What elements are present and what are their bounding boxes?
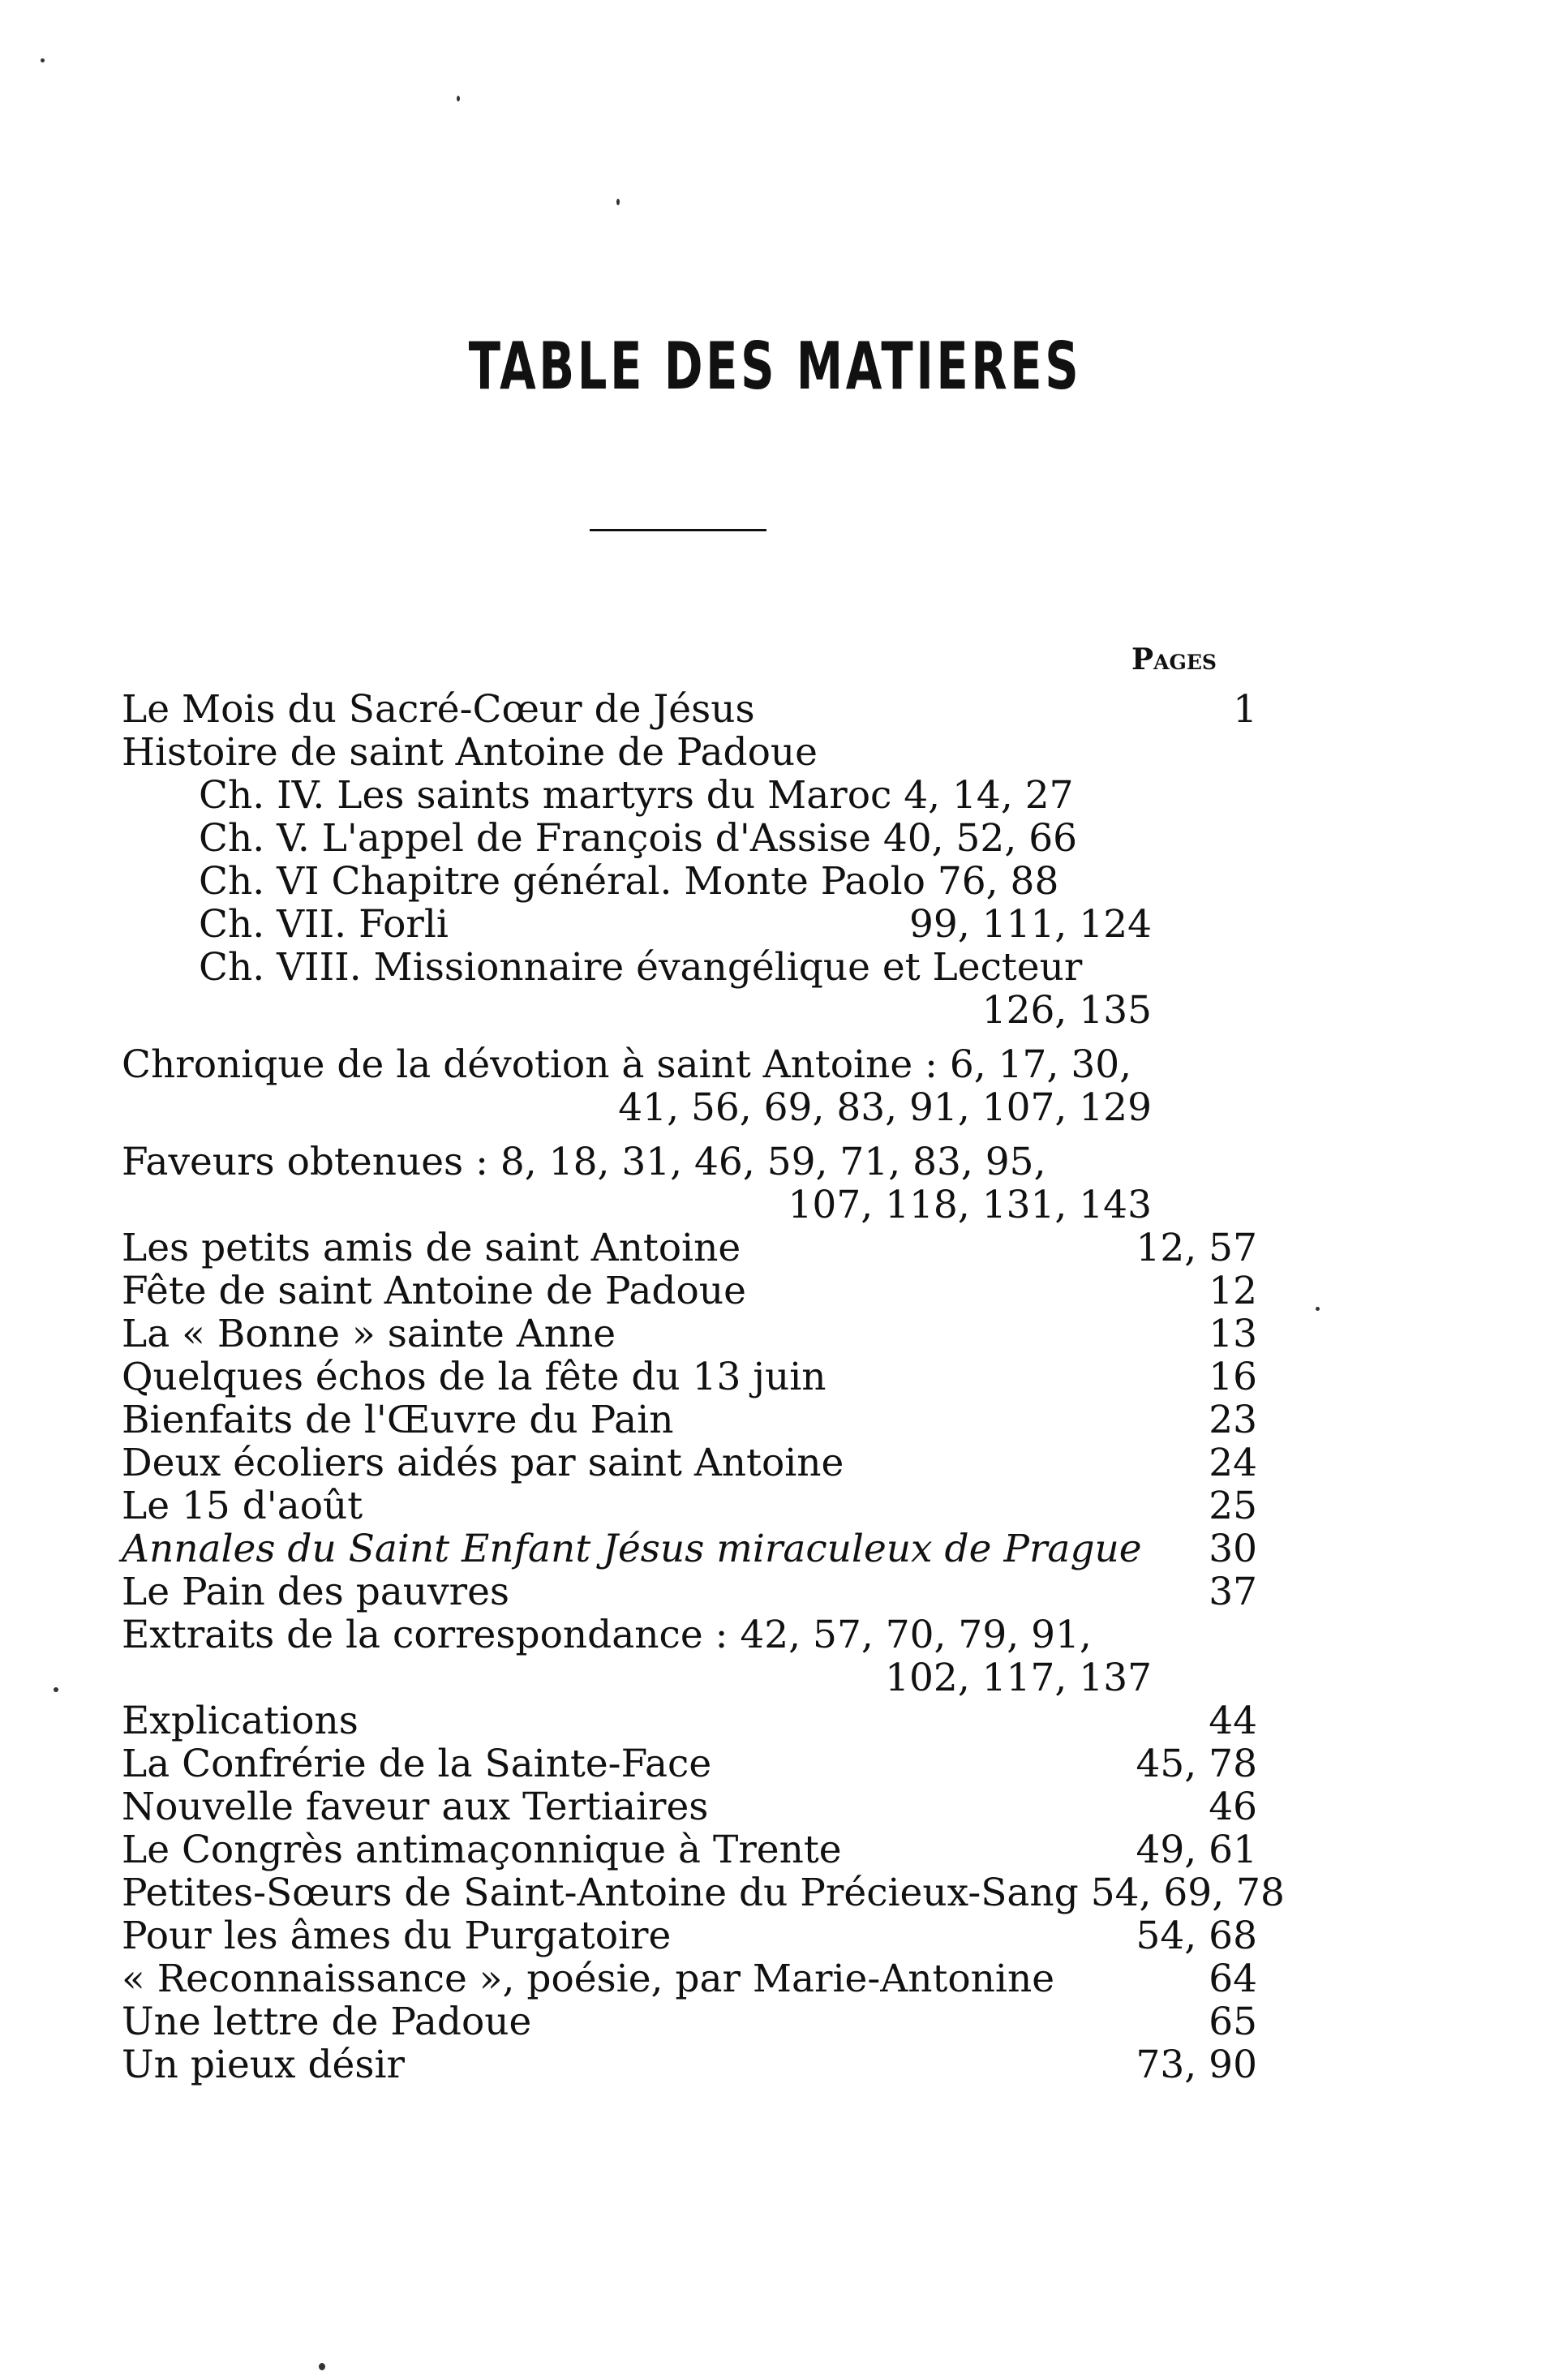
entry-pages: 16	[1209, 1355, 1257, 1399]
scan-speck	[616, 199, 620, 205]
toc-entry	[122, 688, 1257, 731]
entry-pages: 37	[1209, 1570, 1257, 1614]
toc-entry	[122, 1043, 1257, 1086]
entry-title: Le Mois du Sacré-Cœur de Jésus	[122, 687, 755, 732]
toc-entry	[122, 1527, 1257, 1570]
entry-title: Extraits de la correspondance : 42, 57, 70, 79, 91,	[122, 1613, 1092, 1657]
toc-entry	[122, 1441, 1257, 1484]
toc-entry	[122, 903, 1257, 946]
entry-title: Ch. VII. Forli	[199, 902, 449, 947]
toc-entry	[122, 1914, 1257, 1957]
entry-pages: 23	[1209, 1398, 1257, 1442]
toc-entry	[122, 1312, 1257, 1355]
toc-entry	[122, 1613, 1257, 1656]
toc-entry	[122, 1742, 1257, 1785]
entry-title: Ch. V. L'appel de François d'Assise 40, 52, 66	[199, 816, 1078, 861]
entry-title: Histoire de saint Antoine de Padoue	[122, 730, 818, 775]
entry-pages: 54, 68	[1136, 1914, 1257, 1958]
toc-entry	[122, 774, 1257, 817]
entry-pages: 102, 117, 137	[885, 1656, 1152, 1700]
entry-pages: 46	[1209, 1785, 1257, 1829]
scan-speck	[319, 2363, 325, 2370]
entry-pages: 41, 56, 69, 83, 91, 107, 129	[618, 1085, 1152, 1130]
entry-title: Les petits amis de saint Antoine	[122, 1226, 741, 1270]
entry-pages: 107, 118, 131, 143	[788, 1183, 1152, 1227]
toc-entry	[122, 1269, 1257, 1312]
entry-pages: 12	[1209, 1269, 1257, 1313]
toc-entry	[122, 731, 1257, 774]
scan-speck	[54, 1687, 58, 1692]
entry-title: Quelques échos de la fête du 13 juin	[122, 1355, 827, 1399]
toc-entry	[122, 1699, 1257, 1742]
entry-title: Le Pain des pauvres	[122, 1570, 510, 1614]
scan-speck	[41, 58, 45, 62]
entry-pages: 25	[1209, 1484, 1257, 1528]
entry-title: Le 15 d'août	[122, 1484, 363, 1528]
page-title: TABLE DES MATIERES	[468, 329, 1082, 404]
entry-title: Un pieux désir	[122, 2043, 405, 2087]
title-rule	[590, 529, 766, 531]
toc-entry	[122, 1656, 1257, 1699]
toc-entry	[122, 1398, 1257, 1441]
entry-title: Fête de saint Antoine de Padoue	[122, 1269, 746, 1313]
entry-pages: 24	[1209, 1441, 1257, 1485]
entry-title: Bienfaits de l'Œuvre du Pain	[122, 1398, 674, 1442]
toc-entry	[122, 2000, 1257, 2043]
entry-pages: 44	[1209, 1699, 1257, 1743]
toc-entry	[122, 1957, 1257, 2000]
toc-entry	[122, 989, 1257, 1032]
entry-pages: 126, 135	[981, 988, 1152, 1033]
entry-pages: 65	[1209, 2000, 1257, 2044]
entry-title: Explications	[122, 1699, 359, 1743]
toc-entry	[122, 1355, 1257, 1398]
entry-pages: 12, 57	[1136, 1226, 1257, 1270]
entry-title: Pour les âmes du Purgatoire	[122, 1914, 672, 1958]
toc-entry	[122, 1227, 1257, 1269]
toc-entry	[122, 1484, 1257, 1527]
entry-title: Chronique de la dévotion à saint Antoine : 6, 17, 30,	[122, 1042, 1132, 1087]
entry-title: Annales du Saint Enfant Jésus miraculeux de Prague	[122, 1527, 1142, 1571]
entry-title: La Confrérie de la Sainte-Face	[122, 1742, 712, 1786]
entry-pages: 45, 78	[1136, 1742, 1257, 1786]
entry-title: Une lettre de Padoue	[122, 2000, 532, 2044]
toc-entry	[122, 1828, 1257, 1871]
entry-pages: 30	[1209, 1527, 1257, 1571]
entry-pages: 73, 90	[1136, 2043, 1257, 2087]
scan-speck	[457, 96, 460, 101]
toc-entry	[122, 1871, 1285, 1915]
toc-entry	[122, 1086, 1257, 1129]
entry-title: « Reconnaissance », poésie, par Marie-Antonine	[122, 1957, 1055, 2001]
entry-pages: 13	[1209, 1312, 1257, 1356]
entry-title: La « Bonne » sainte Anne	[122, 1312, 616, 1356]
toc-entry	[122, 1785, 1257, 1828]
entry-title: Ch. VI Chapitre général. Monte Paolo 76, 88	[199, 859, 1059, 904]
entry-title: Petites-Sœurs de Saint-Antoine du Précieux-Sang 54, 69, 78	[122, 1871, 1285, 1915]
table-of-contents	[122, 687, 1285, 2087]
entry-pages: 49, 61	[1136, 1828, 1257, 1872]
toc-entry	[122, 817, 1257, 860]
toc-entry	[122, 860, 1257, 903]
toc-entry	[122, 1184, 1257, 1227]
entry-pages: 1	[1233, 687, 1257, 732]
entry-title: Ch. IV. Les saints martyrs du Maroc 4, 14, 27	[199, 773, 1074, 818]
scan-speck	[1316, 1307, 1320, 1311]
entry-title: Deux écoliers aidés par saint Antoine	[122, 1441, 844, 1485]
entry-title: Ch. VIII. Missionnaire évangélique et Lecteur	[199, 945, 1083, 990]
entry-pages: 64	[1209, 1957, 1257, 2001]
entry-title: Le Congrès antimaçonnique à Trente	[122, 1828, 842, 1872]
toc-entry	[122, 1570, 1257, 1613]
toc-entry	[122, 1141, 1257, 1184]
toc-entry	[122, 2043, 1257, 2086]
entry-title: Faveurs obtenues : 8, 18, 31, 46, 59, 71, 83, 95,	[122, 1140, 1046, 1184]
entry-pages: 99, 111, 124	[909, 902, 1152, 947]
toc-entry	[122, 946, 1257, 989]
pages-column-label: Pages	[1131, 642, 1217, 677]
entry-title: Nouvelle faveur aux Tertiaires	[122, 1785, 709, 1829]
